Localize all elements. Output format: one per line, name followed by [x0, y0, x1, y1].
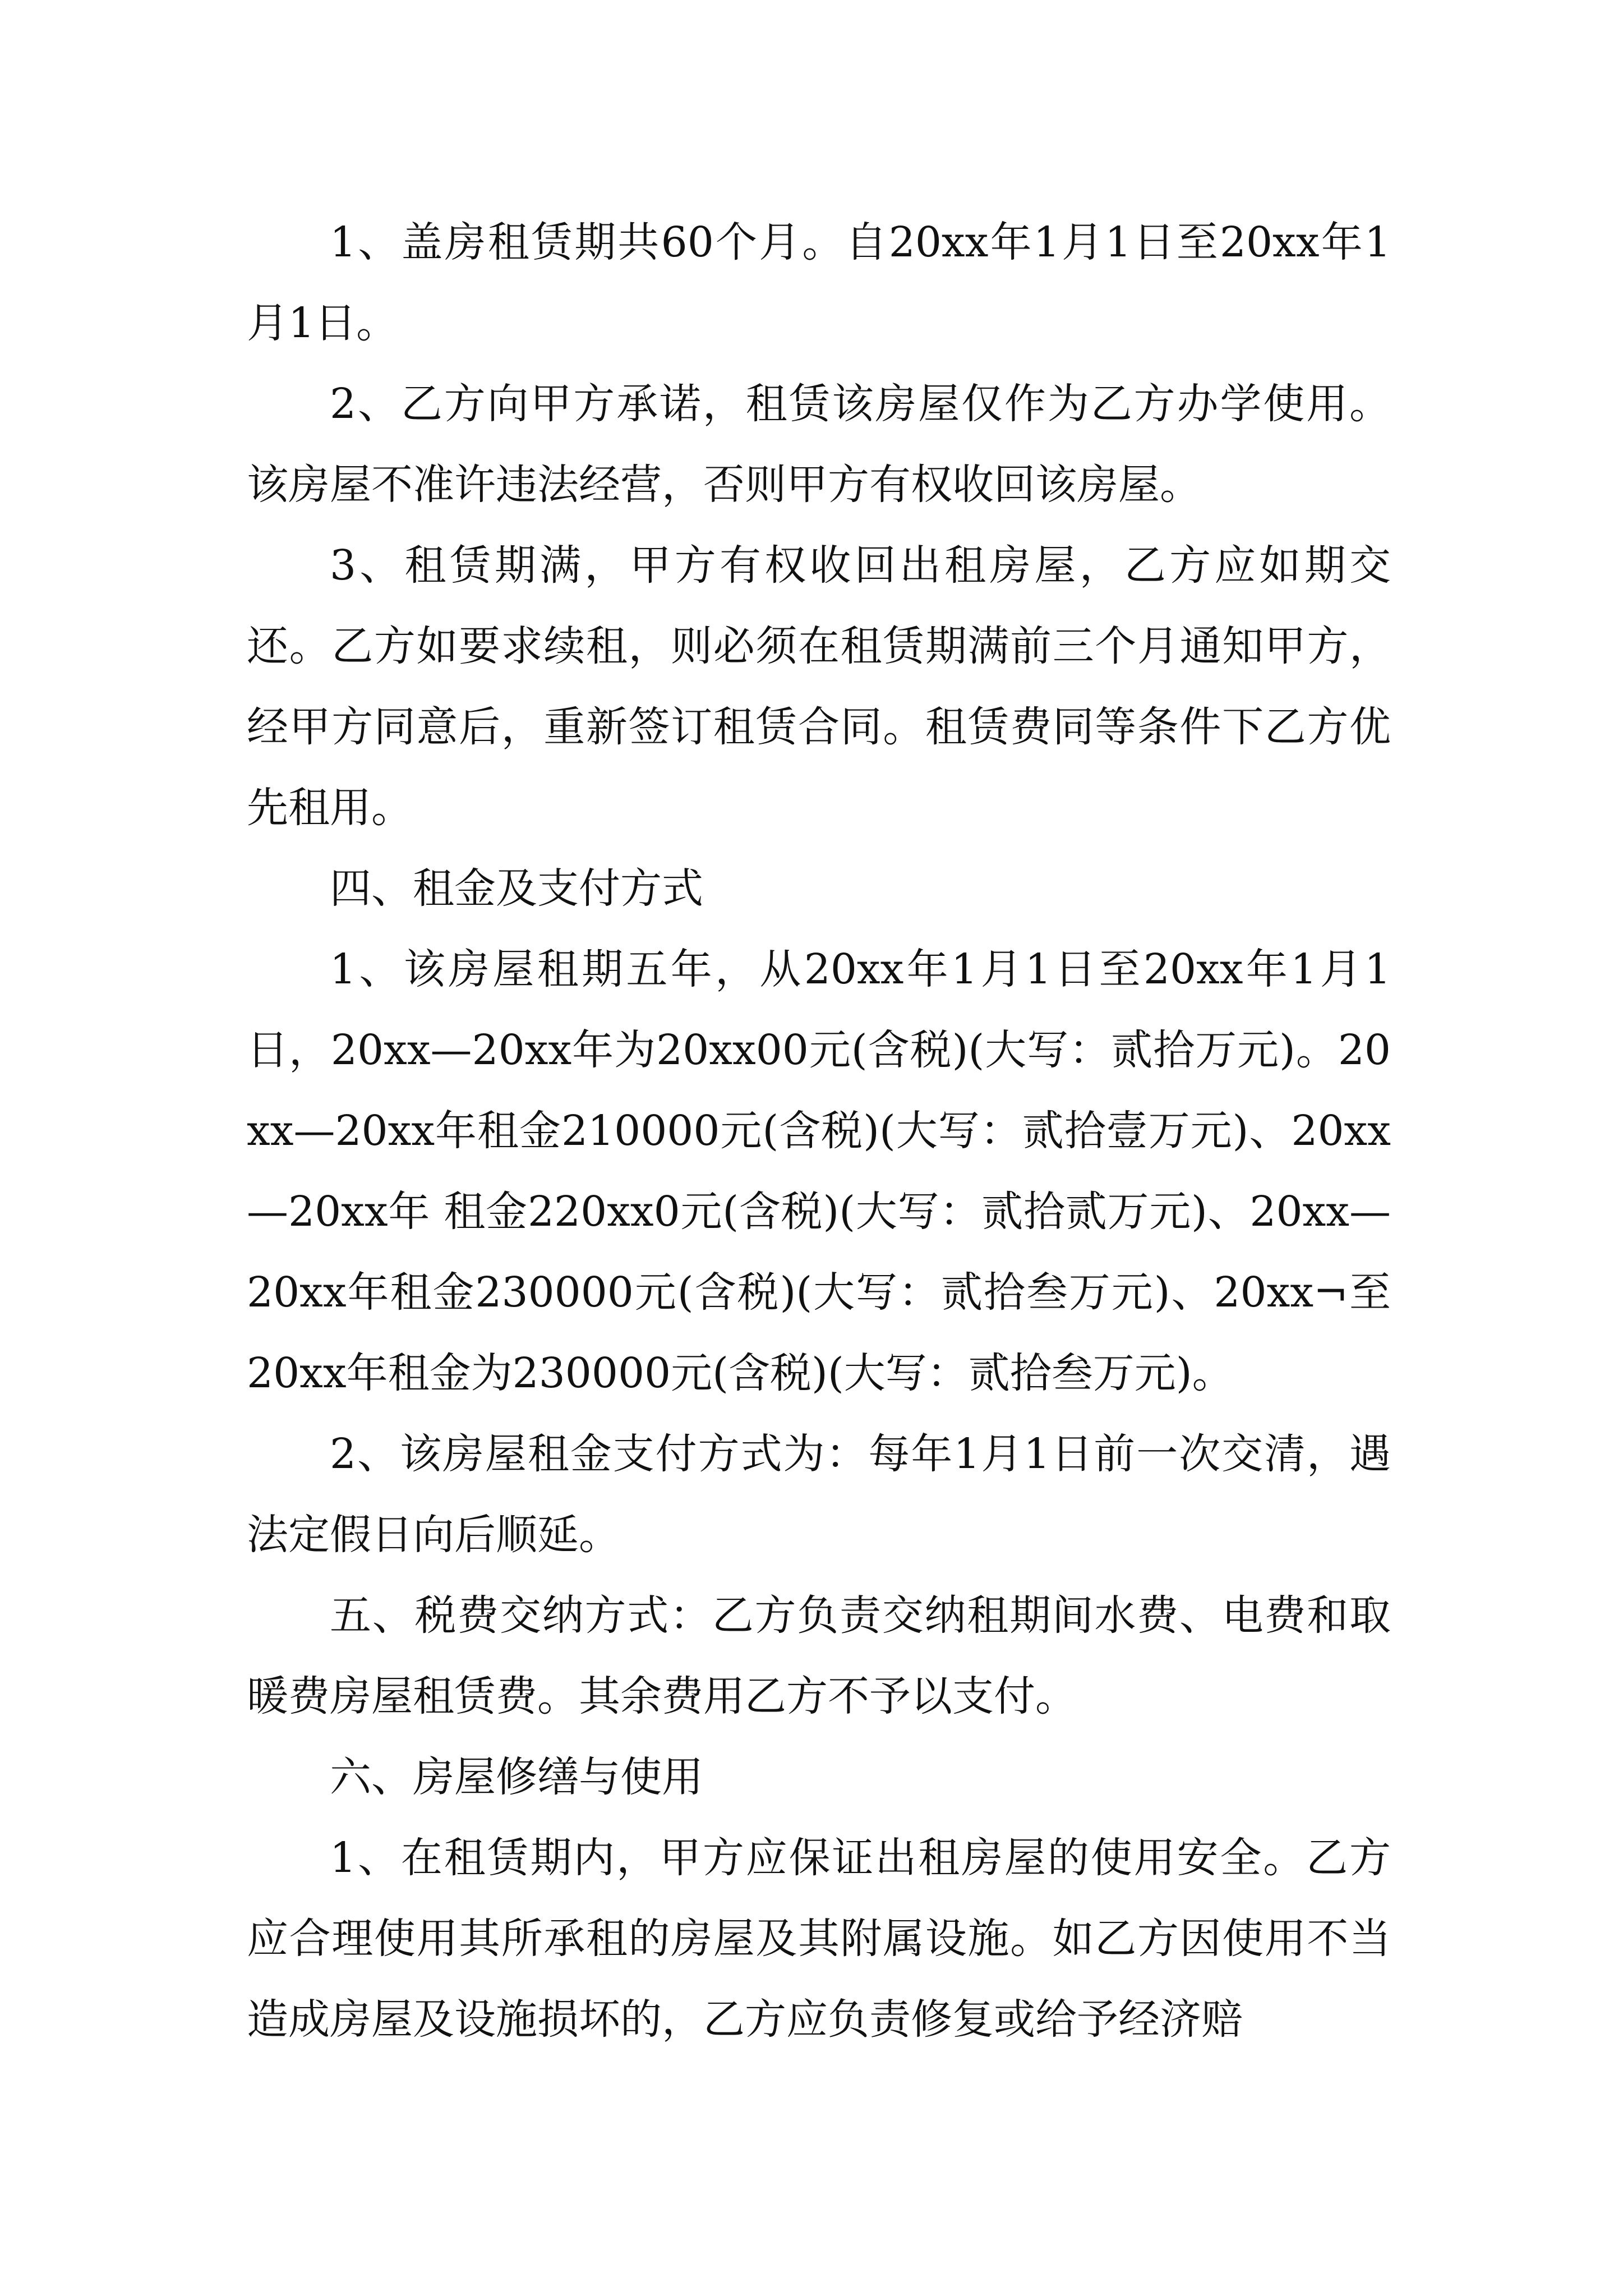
- section-heading-rent-payment: 四、租金及支付方式: [330, 864, 703, 913]
- paragraph-safety-repair: 1、在租赁期内，甲方应保证出租房屋的使用安全。乙方应合理使用其所承租的房屋及其附属设施。如乙方因使用不当造成房屋及设施损坏的，乙方应负责修复或给予经济赔: [247, 1834, 1391, 2044]
- section-heading-repair-use: 六、房屋修缮与使用: [330, 1753, 703, 1801]
- paragraph-lease-expiry: 3、租赁期满，甲方有权收回出租房屋，乙方应如期交还。乙方如要求续租，则必须在租赁期满前三个月通知甲方，经甲方同意后，重新签订租赁合同。租赁费同等条件下乙方优先租用。: [247, 541, 1391, 832]
- document-body: [247, 202, 1391, 2060]
- paragraph-taxes-fees: 五、税费交纳方式：乙方负责交纳租期间水费、电费和取暖费房屋租赁费。其余费用乙方不予以支付。: [247, 1591, 1391, 1720]
- paragraph-usage-commitment: 2、乙方向甲方承诺，租赁该房屋仅作为乙方办学使用。该房屋不准许违法经营，否则甲方有权收回该房屋。: [247, 380, 1391, 509]
- paragraph-payment-method: 2、该房屋租金支付方式为：每年1月1日前一次交清，遇法定假日向后顺延。: [247, 1430, 1391, 1559]
- paragraph-lease-term: 1、盖房租赁期共60个月。自20xx年1月1日至20xx年1月1日。: [247, 218, 1391, 347]
- paragraph-rent-amounts: 1、该房屋租期五年，从20xx年1月1日至20xx年1月1日，20xx—20xx年为20xx00元(含税)(大写：贰拾万元)。20xx—20xx年租金210000元(含税)(大写：贰拾壹万元)、20xx—20xx年 租金220xx0元(含税)(大写：贰拾贰万元)、20xx—20xx年租金230000元(含税)(大写：贰拾叁万元)、20xx¬至20xx年租金为230000元(含税)(大写：贰拾叁万元)。: [247, 945, 1391, 1397]
